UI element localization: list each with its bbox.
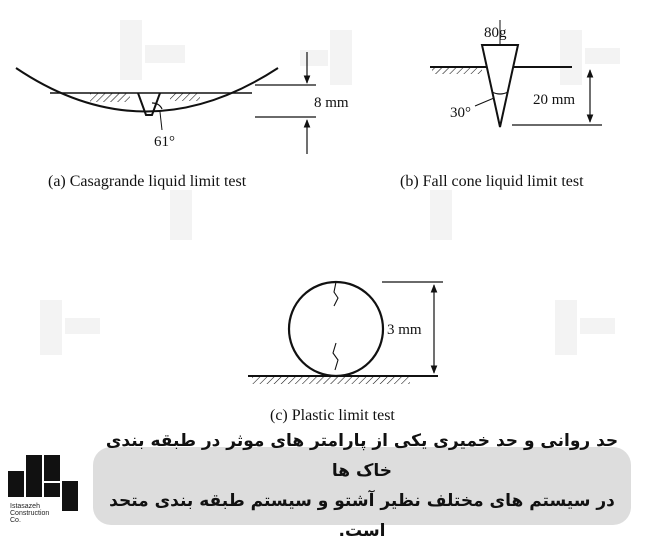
casagrande-caption: (a) Casagrande liquid limit test: [48, 173, 247, 190]
casagrande-angle-label: 61°: [154, 134, 175, 150]
logo-suffix: Co.: [10, 517, 21, 524]
casagrande-diagram: [16, 52, 349, 190]
logo-name: Istasazeh: [10, 503, 40, 510]
caption-text: [102, 426, 622, 546]
plastic-limit-caption: (c) Plastic limit test: [270, 407, 395, 424]
fall-cone-caption: (b) Fall cone liquid limit test: [400, 173, 584, 190]
plastic-limit-dimension-label: 3 mm: [387, 322, 422, 338]
fall-cone-angle-label: 30°: [450, 105, 471, 121]
fall-cone-dimension-label: 20 mm: [533, 92, 576, 108]
logo-text: [10, 503, 49, 524]
plastic-limit-diagram: [248, 282, 443, 424]
caption-line-2: در سیستم های مختلف نظیر آشتو و سیستم طبقه بندی متحد است.: [109, 491, 615, 541]
caption-line-1: حد روانی و حد خمیری یکی از پارامتر های موثر در طبقه بندی خاک ها: [105, 431, 619, 481]
caption-box: [93, 431, 631, 541]
casagrande-dimension-label: 8 mm: [314, 95, 349, 111]
fall-cone-weight-label: 80g: [484, 25, 507, 41]
logo-subtitle: Construction: [10, 510, 50, 517]
